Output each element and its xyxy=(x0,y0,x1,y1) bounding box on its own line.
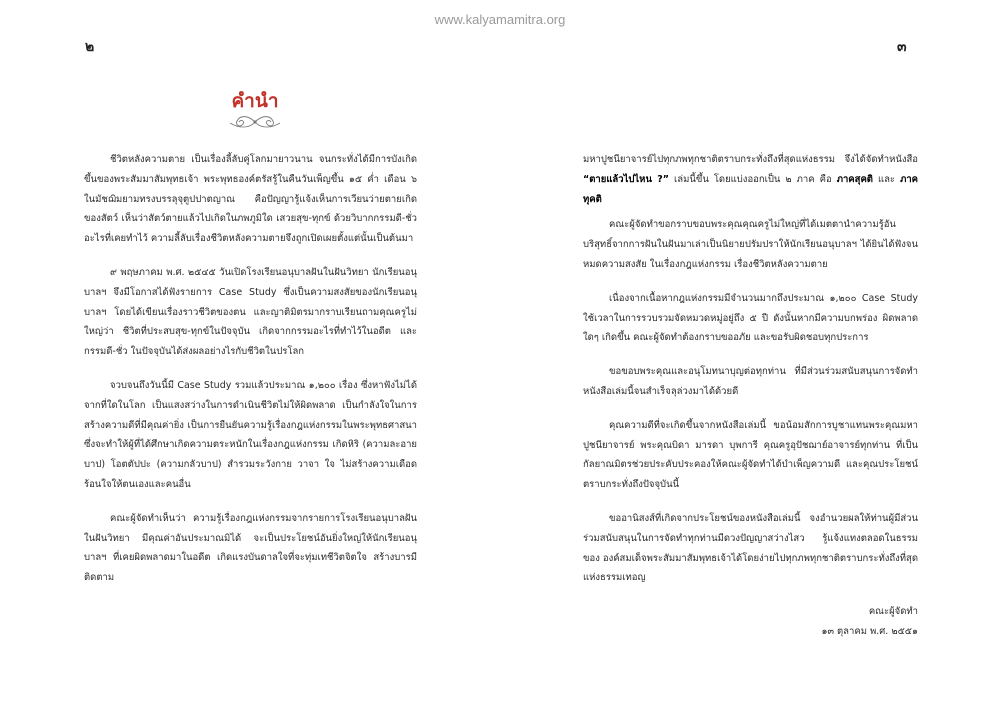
thanks-paragraph-4: คุณความดีที่จะเกิดขึ้นจากหนังสือเล่มนี้ ขอน้อมสักการบูชาแทนพระคุณมหาปูชนียาจารย์ พระคุณบิดา มารดา บุพการี คุณครูอุปัชฌาย์อาจารย์ทุกท่าน ที่เป็นกัลยาณมิตรช่วยประคับประคองให้คณะผู้จัดทำได้บำเพ็ญความดี และคุณประโยชน์ตราบกระทั่งถึงปัจจุบันนี้ xyxy=(583,419,918,491)
page-title: คำนำ xyxy=(231,90,279,112)
part-two-name: ภาคทุคติ xyxy=(583,173,919,205)
continued-paragraph xyxy=(583,150,918,209)
website-watermark: www.kalyamamitra.org xyxy=(434,12,566,27)
thanks-paragraph-1: คณะผู้จัดทำขอกราบขอบพระคุณคุณครูไม่ใหญ่ที่ได้เมตตานำความรู้อันบริสุทธิ์จากการฝันในฝันมาเล่าเป็นนิยายปรัมปราให้นักเรียนอนุบาลฯ ได้ยินได้ฟังจนหมดความสงสัย ในเรื่องกฎแห่งกรรม เรื่องชีวิตหลังความตาย xyxy=(583,219,918,270)
signature-date: ๑๓ ตุลาคม พ.ศ. ๒๕๕๑ xyxy=(821,625,918,637)
continued-text: มหาปูชนียาจารย์ไปทุกภพทุกชาติตราบกระทั่งถึงที่สุดแห่งธรรม จึงได้จัดทำหนังสือ xyxy=(583,154,918,165)
right-page-number: ๓ xyxy=(897,39,907,55)
book-title: “ตายแล้วไปไหน ?” xyxy=(583,173,669,185)
intro-paragraph-1: ชีวิตหลังความตาย เป็นเรื่องลี้ลับคู่โลกมายาวนาน จนกระทั่งได้มีการบังเกิดขึ้นของพระสัมมาสัมพุทธเจ้า พระพุทธองค์ตรัสรู้ในคืนวันเพ็ญขึ้น ๑๕ ค่ำ เดือน ๖ ในมัชฌิมยามทรงบรรลุจุตูปปาตญาณ คือปัญญารู้แจ้งเห็นการเวียนว่ายตายเกิดของสัตว์ เห็นว่าสัตว์ตายแล้วไปเกิดในภพภูมิใด เสวยสุข-ทุกข์ ด้วยวิบากกรรมดี-ชั่วอะไรที่เคยทำไว้ ความลี้ลับเรื่องชีวิตหลังความตายจึงถูกเปิดเผยตั้งแต่นั้นเป็นต้นมา xyxy=(84,154,417,245)
thanks-paragraph-3: ขอขอบพระคุณและอนุโมทนาบุญต่อทุกท่าน ที่มีส่วนร่วมสนับสนุนการจัดทำหนังสือเล่มนี้จนสำเร็จลุล่วงมาได้ด้วยดี xyxy=(583,366,918,397)
left-page-number: ๒ xyxy=(85,39,95,55)
signature-block xyxy=(583,602,918,642)
intro-paragraph-3: จวบจนถึงวันนี้มี Case Study รวมแล้วประมาณ ๑,๒๐๐ เรื่อง ซึ่งหาฟังไม่ได้จากที่ใดในโลก เป็นแสงสว่างในการดำเนินชีวิตไม่ให้ผิดพลาด เป็นกำลังใจในการสร้างความดีที่มีคุณค่ายิ่ง เป็นการยืนยันความรู้เรื่องกฎแห่งกรรมในพระพุทธศาสนา ซึ่งจะทำให้ผู้ที่ได้ศึกษาเกิดความตระหนักในเรื่องกฎแห่งกรรม เกิดหิริ (ความละอายบาป) โอตตัปปะ (ความกลัวบาป) สำรวมระวังกาย วาจา ใจ ไม่สร้างความเดือดร้อนใจให้ตนเองและคนอื่น xyxy=(84,379,417,490)
continued-text-mid: เล่มนี้ขึ้น โดยแบ่งออกเป็น ๒ ภาค คือ xyxy=(674,173,832,185)
signature: คณะผู้จัดทำ xyxy=(868,606,918,618)
thanks-paragraph-5: ขออานิสงส์ที่เกิดจากประโยชน์ของหนังสือเล่มนี้ จงอำนวยผลให้ท่านผู้มีส่วนร่วมสนับสนุนในการจัดทำทุกท่านมีดวงปัญญาสว่างไสว รู้แจ้งแทงตลอดในธรรมของ องค์สมเด็จพระสัมมาสัมพุทธเจ้าได้โดยง่ายไปทุกภพทุกชาติตราบกระทั่งถึงที่สุดแห่งธรรมเทอญ xyxy=(583,512,919,584)
flourish-ornament-icon xyxy=(226,113,284,131)
intro-paragraph-4: คณะผู้จัดทำเห็นว่า ความรู้เรื่องกฎแห่งกรรมจากรายการโรงเรียนอนุบาลฝันในฝันวิทยา มีคุณค่าอันประมาณมิได้ จะเป็นประโยชน์อันยิ่งใหญ่ให้นักเรียนอนุบาลฯ ที่เคยผิดพลาดมาในอดีต เกิดแรงบันดาลใจที่จะทุ่มเทชีวิตจิตใจ สร้างบารมีติดตาม xyxy=(84,512,417,584)
thanks-paragraph-2: เนื่องจากเนื้อหากฎแห่งกรรมมีจำนวนมากถึงประมาณ ๑,๒๐๐ Case Study ใช้เวลาในการรวบรวมจัดหมวดหมู่อยู่ถึง ๕ ปี ดังนั้นหากมีความบกพร่อง ผิดพลาดใดๆ เกิดขึ้น คณะผู้จัดทำต้องกราบขออภัย และขอรับผิดชอบทุกประการ xyxy=(583,292,918,344)
right-page-body xyxy=(583,150,918,642)
left-page-body xyxy=(84,150,417,602)
intro-paragraph-2: ๙ พฤษภาคม พ.ศ. ๒๕๔๕ วันเปิดโรงเรียนอนุบาลฝันในฝันวิทยา นักเรียนอนุบาลฯ จึงมีโอกาสได้ฟังรายการ Case Study ซึ่งเป็นความสงสัยของนักเรียนอนุบาลฯ โดยได้เขียนเรื่องราวชีวิตของตน และญาติมิตรมากราบเรียนถามคุณครูไม่ใหญ่ว่า ชีวิตที่ประสบสุข-ทุกข์ในปัจจุบัน เกิดจากกรรมอะไรที่ทำไว้ในอดีต และกรรมดี-ชั่ว ในปัจจุบันได้ส่งผลอย่างไรกับชีวิตในปรโลก xyxy=(84,266,417,358)
conjunction-text: และ xyxy=(877,173,896,185)
part-one-name: ภาคสุคติ xyxy=(836,173,873,185)
